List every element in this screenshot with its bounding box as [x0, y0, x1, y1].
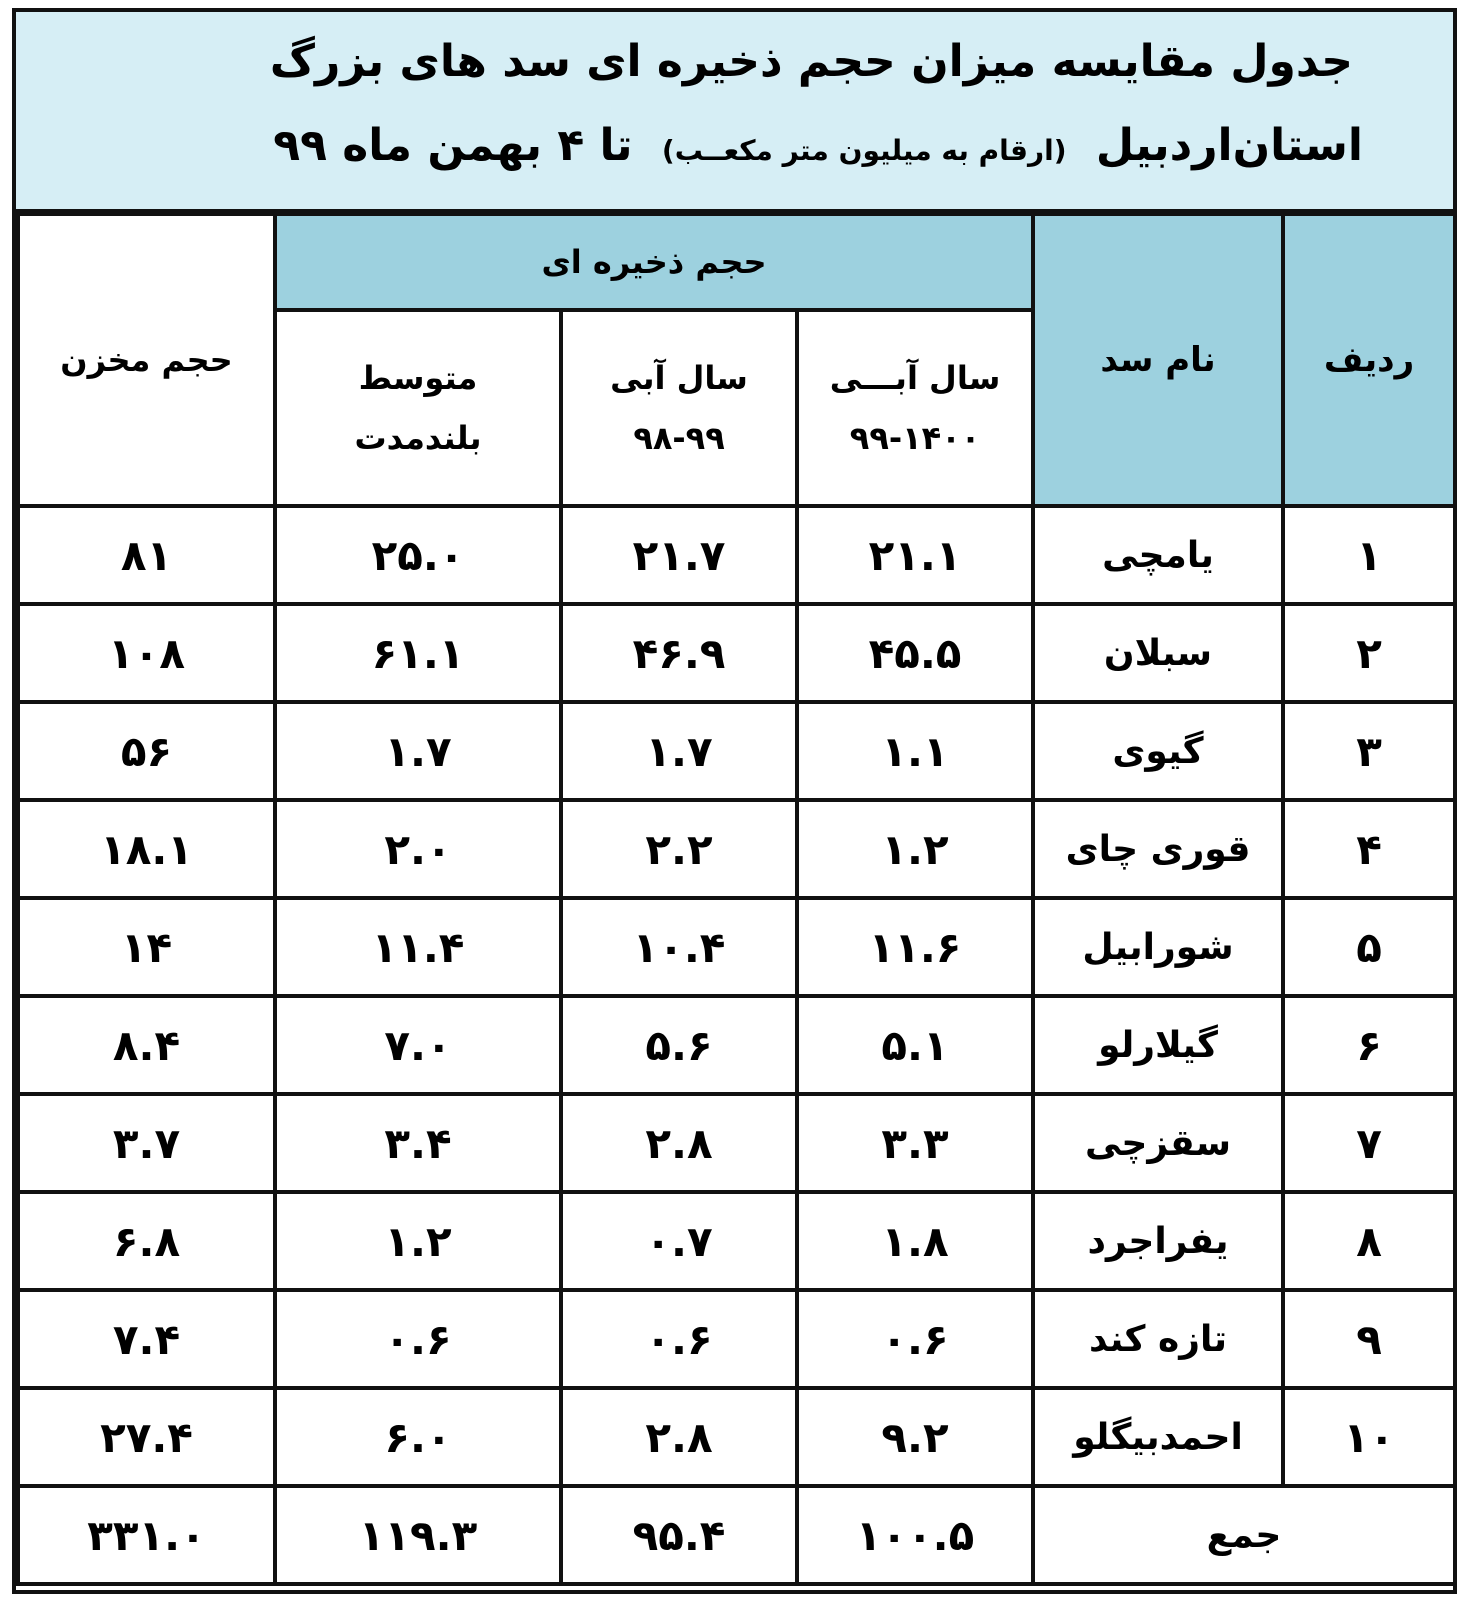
- header-water-year-previous-label: سال آبی: [610, 359, 748, 397]
- cell-row-number: ۱: [1283, 506, 1455, 604]
- cell-dam-name: احمدبیگلو: [1033, 1388, 1283, 1486]
- cell-row-number: ۶: [1283, 996, 1455, 1094]
- cell-current-year: ۲۱.۱: [797, 506, 1033, 604]
- dam-storage-table: [16, 212, 1457, 1586]
- cell-current-year: ۱۱.۶: [797, 898, 1033, 996]
- cell-dam-name: گیلارلو: [1033, 996, 1283, 1094]
- document-frame: [12, 8, 1457, 1594]
- header-storage-volume: حجم ذخیره ای: [275, 214, 1033, 310]
- cell-current-year: ۱.۱: [797, 702, 1033, 800]
- table-row: [18, 800, 1455, 898]
- header-long-term-average: [275, 310, 561, 506]
- header-water-year-current-label: سال آبـــی: [829, 359, 1001, 397]
- cell-current-year: ۴۵.۵: [797, 604, 1033, 702]
- cell-capacity: ۸۱: [18, 506, 275, 604]
- cell-capacity: ۲۷.۴: [18, 1388, 275, 1486]
- cell-long-term-average: ۲۵.۰: [275, 506, 561, 604]
- cell-long-term-average: ۶۱.۱: [275, 604, 561, 702]
- cell-dam-name: سبلان: [1033, 604, 1283, 702]
- cell-current-year: ۳.۳: [797, 1094, 1033, 1192]
- title-date: تا ۴ بهمن ماه ۹۹: [273, 120, 633, 171]
- cell-current-year: ۱.۲: [797, 800, 1033, 898]
- cell-current-year: ۹.۲: [797, 1388, 1033, 1486]
- cell-capacity: ۷.۴: [18, 1290, 275, 1388]
- cell-current-year: ۵.۱: [797, 996, 1033, 1094]
- title-box: [16, 12, 1453, 212]
- header-water-year-previous: [561, 310, 797, 506]
- cell-dam-name: قوری چای: [1033, 800, 1283, 898]
- cell-dam-name: یفراجرد: [1033, 1192, 1283, 1290]
- cell-long-term-average: ۶.۰: [275, 1388, 561, 1486]
- header-water-year-current-range: ۹۹-۱۴۰۰: [849, 419, 981, 457]
- cell-previous-year: ۱۰.۴: [561, 898, 797, 996]
- header-dam-name: نام سد: [1033, 214, 1283, 506]
- cell-row-number: ۲: [1283, 604, 1455, 702]
- cell-total-label: جمع: [1033, 1486, 1455, 1584]
- total-row: [18, 1486, 1455, 1584]
- cell-capacity: ۳.۷: [18, 1094, 275, 1192]
- cell-previous-year: ۲.۸: [561, 1388, 797, 1486]
- cell-capacity: ۵۶: [18, 702, 275, 800]
- header-long-term-average-l1: متوسط: [358, 359, 478, 397]
- header-long-term-average-l2: بلندمدت: [354, 419, 482, 457]
- cell-capacity: ۱۴: [18, 898, 275, 996]
- title-province: استان‌اردبیل: [1095, 120, 1363, 171]
- cell-long-term-average: ۱.۷: [275, 702, 561, 800]
- header-water-year-previous-range: ۹۸-۹۹: [633, 419, 725, 457]
- header-row-1: [18, 214, 1455, 310]
- cell-previous-year: ۰.۶: [561, 1290, 797, 1388]
- cell-row-number: ۷: [1283, 1094, 1455, 1192]
- cell-row-number: ۳: [1283, 702, 1455, 800]
- cell-long-term-average: ۰.۶: [275, 1290, 561, 1388]
- header-water-year-current: [797, 310, 1033, 506]
- cell-row-number: ۵: [1283, 898, 1455, 996]
- cell-previous-year: ۱.۷: [561, 702, 797, 800]
- cell-row-number: ۹: [1283, 1290, 1455, 1388]
- cell-capacity: ۱۸.۱: [18, 800, 275, 898]
- cell-previous-year: ۰.۷: [561, 1192, 797, 1290]
- cell-total-capacity: ۳۳۱.۰: [18, 1486, 275, 1584]
- cell-previous-year: ۲۱.۷: [561, 506, 797, 604]
- cell-current-year: ۰.۶: [797, 1290, 1033, 1388]
- cell-dam-name: تازه کند: [1033, 1290, 1283, 1388]
- cell-previous-year: ۴۶.۹: [561, 604, 797, 702]
- cell-row-number: ۴: [1283, 800, 1455, 898]
- table-row: [18, 1094, 1455, 1192]
- cell-current-year: ۱.۸: [797, 1192, 1033, 1290]
- cell-dam-name: سقزچی: [1033, 1094, 1283, 1192]
- cell-dam-name: شورابیل: [1033, 898, 1283, 996]
- cell-previous-year: ۲.۸: [561, 1094, 797, 1192]
- title-line-2: [273, 120, 1363, 171]
- table-row: [18, 996, 1455, 1094]
- cell-long-term-average: ۲.۰: [275, 800, 561, 898]
- cell-capacity: ۸.۴: [18, 996, 275, 1094]
- cell-total-previous-year: ۹۵.۴: [561, 1486, 797, 1584]
- cell-previous-year: ۲.۲: [561, 800, 797, 898]
- title-line-1: جدول مقایسه میزان حجم ذخیره ای سد های بزرگ: [269, 36, 1353, 87]
- cell-long-term-average: ۱.۲: [275, 1192, 561, 1290]
- cell-capacity: ۱۰۸: [18, 604, 275, 702]
- table-row: [18, 506, 1455, 604]
- cell-dam-name: یامچی: [1033, 506, 1283, 604]
- cell-total-long-term-average: ۱۱۹.۳: [275, 1486, 561, 1584]
- table-row: [18, 702, 1455, 800]
- cell-capacity: ۶.۸: [18, 1192, 275, 1290]
- cell-previous-year: ۵.۶: [561, 996, 797, 1094]
- cell-long-term-average: ۱۱.۴: [275, 898, 561, 996]
- title-units-note: (ارقام به میلیون متر مکعــب): [661, 134, 1067, 167]
- cell-long-term-average: ۳.۴: [275, 1094, 561, 1192]
- cell-dam-name: گیوی: [1033, 702, 1283, 800]
- header-reservoir-capacity: حجم مخزن: [18, 214, 275, 506]
- table-row: [18, 604, 1455, 702]
- table-row: [18, 1192, 1455, 1290]
- table-row: [18, 1388, 1455, 1486]
- cell-row-number: ۱۰: [1283, 1388, 1455, 1486]
- table-row: [18, 1290, 1455, 1388]
- table-row: [18, 898, 1455, 996]
- header-row-number: ردیف: [1283, 214, 1455, 506]
- cell-total-current-year: ۱۰۰.۵: [797, 1486, 1033, 1584]
- cell-long-term-average: ۷.۰: [275, 996, 561, 1094]
- cell-row-number: ۸: [1283, 1192, 1455, 1290]
